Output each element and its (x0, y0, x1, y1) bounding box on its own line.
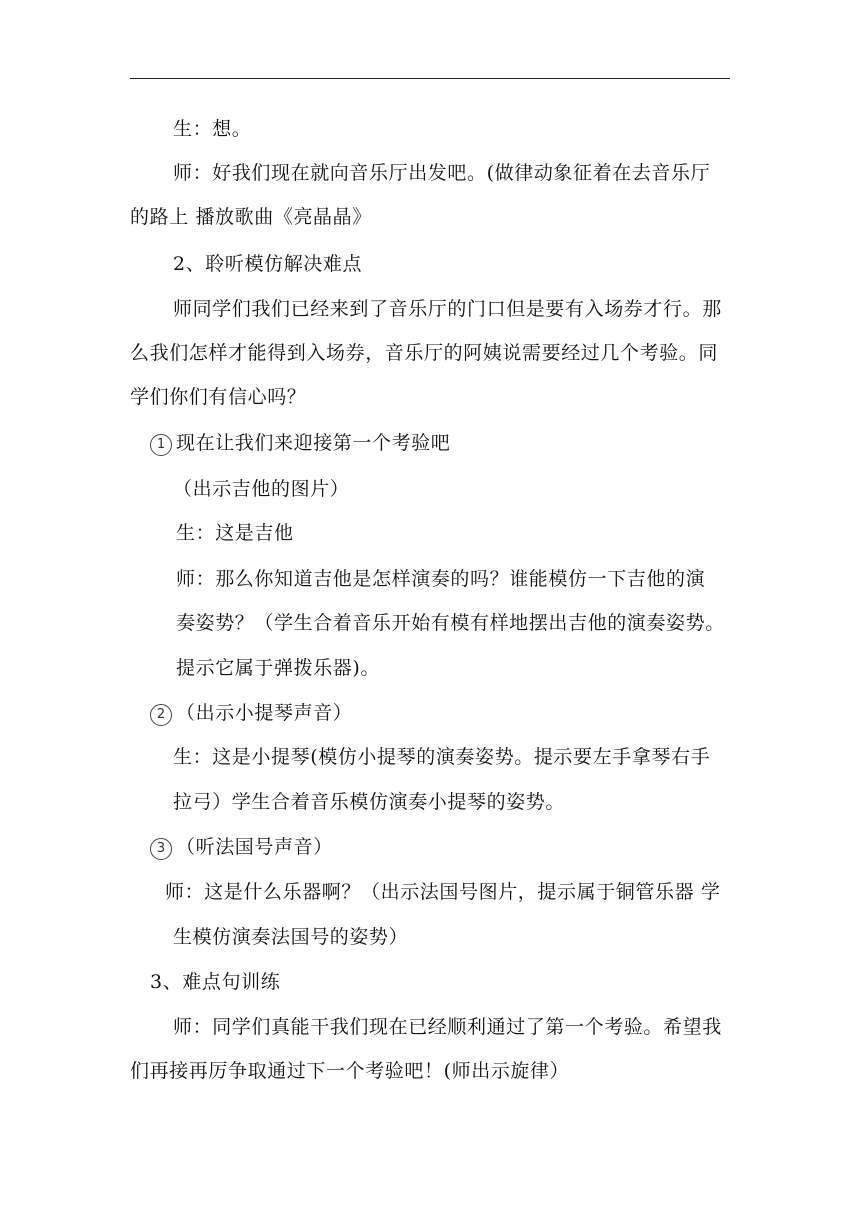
text-line-5: 师同学们我们已经来到了音乐厅的门口但是要有入场券才行。那 (173, 298, 722, 320)
numbered-item-2 (150, 701, 352, 726)
text-line-13: 提示它属于弹拨乐器)。 (176, 657, 381, 679)
section-heading-2: 2、聆听模仿解决难点 (173, 253, 363, 275)
text-line-9: （出示吉他的图片） (173, 478, 350, 500)
circled-number-2: 2 (150, 704, 172, 726)
text-line-3: 的路上 播放歌曲《亮晶晶》 (130, 206, 372, 228)
text-line-11: 师：那么你知道吉他是怎样演奏的吗？谁能模仿一下吉他的演 (176, 568, 706, 590)
section-heading-3: 3、难点句训练 (150, 971, 281, 993)
text-line-6: 么我们怎样才能得到入场券，音乐厅的阿姨说需要经过几个考验。同 (130, 342, 719, 364)
text-line-21: 师：同学们真能干我们现在已经顺利通过了第一个考验。希望我 (173, 1016, 722, 1038)
text-line-7: 学们你们有信心吗？ (130, 386, 307, 408)
text-line-12: 奏姿势？（学生合着音乐开始有模有样地摆出吉他的演奏姿势。 (176, 612, 725, 634)
text-line-2: 师：好我们现在就向音乐厅出发吧。(做律动象征着在去音乐厅 (173, 162, 711, 184)
numbered-item-2-text: （出示小提琴声音） (176, 702, 353, 724)
circled-number-1: 1 (150, 434, 172, 456)
numbered-item-3-text: （听法国号声音） (176, 836, 333, 858)
text-line-22: 们再接再厉争取通过下一个考验吧！(师出示旋律） (130, 1060, 570, 1082)
text-line-19: 生模仿演奏法国号的姿势） (173, 926, 409, 948)
text-line-16: 拉弓）学生合着音乐模仿演奏小提琴的姿势。 (173, 791, 566, 813)
circled-number-3: 3 (150, 838, 172, 860)
text-line-10: 生：这是吉他 (176, 522, 294, 544)
text-line-1: 生：想。 (173, 118, 252, 140)
header-rule (130, 78, 730, 79)
numbered-item-1 (150, 431, 450, 456)
numbered-item-3 (150, 835, 333, 860)
text-line-15: 生：这是小提琴(模仿小提琴的演奏姿势。提示要左手拿琴右手 (173, 746, 711, 768)
numbered-item-1-text: 现在让我们来迎接第一个考验吧 (176, 432, 451, 454)
text-line-18: 师：这是什么乐器啊？（出示法国号图片，提示属于铜管乐器 学 (165, 881, 721, 903)
